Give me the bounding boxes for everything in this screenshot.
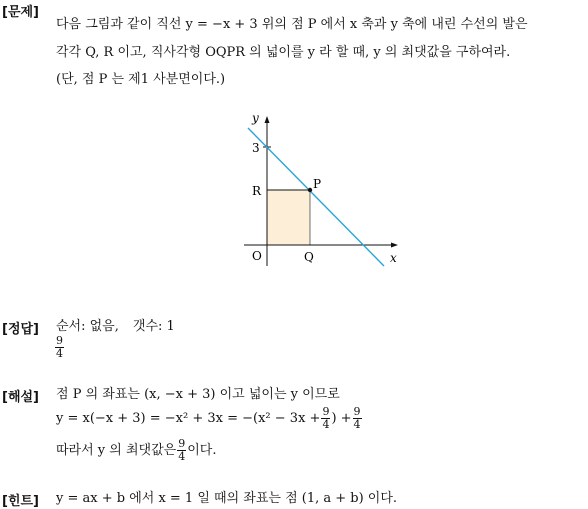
hint-tag: [힌트] <box>2 494 39 509</box>
answer-numerator: 9 <box>56 334 63 347</box>
problem-tag: [문제] <box>2 5 39 20</box>
point-r-label: R <box>252 184 262 198</box>
answer-tag: [정답] <box>2 322 39 337</box>
explanation-frac1-den: 4 <box>322 418 330 431</box>
explanation-frac3-den: 4 <box>178 450 186 463</box>
explanation-line-3 <box>56 438 216 463</box>
y-axis-arrow <box>265 116 270 123</box>
explanation-line-1: 점 P 의 좌표는 (x, −x + 3) 이고 넓이는 y 이므로 <box>56 387 340 402</box>
x-axis-label: x <box>390 251 397 265</box>
rectangle-oqpr <box>267 190 310 245</box>
y-intercept-label: 3 <box>252 141 260 155</box>
problem-line-3: (단, 점 P 는 제1 사분면이다.) <box>56 72 226 87</box>
answer-value <box>54 335 65 360</box>
origin-label: O <box>252 249 262 263</box>
answer-denominator: 4 <box>56 347 63 360</box>
answer-meta <box>56 320 175 333</box>
problem-line-2: 각각 Q, R 이고, 직사각형 OQPR 의 넓이를 y 라 할 때, y 의 최댓값을 구하여라. <box>56 45 511 60</box>
explanation-conclusion-prefix: 따라서 y 의 최댓값은 <box>56 443 177 458</box>
explanation-frac2-num: 9 <box>353 405 361 418</box>
explanation-tag: [해설] <box>2 390 39 405</box>
point-p-label: P <box>313 177 322 191</box>
explanation-line-2 <box>56 406 363 431</box>
explanation-frac1-num: 9 <box>322 405 330 418</box>
explanation-conclusion-suffix: 이다. <box>187 443 217 458</box>
problem-line-1: 다음 그림과 같이 직선 y = −x + 3 위의 점 P 에서 x 축과 y 축에 내린 수선의 발은 <box>56 17 528 32</box>
x-axis-arrow <box>391 243 398 248</box>
hint-text: y = ax + b 에서 x = 1 일 때의 좌표는 점 (1, a + b) 이다. <box>56 491 398 506</box>
explanation-frac2-den: 4 <box>353 418 361 431</box>
explanation-expr-prefix: y = x(−x + 3) = −x² + 3x = −(x² − 3x + <box>56 411 321 426</box>
point-q-label: Q <box>304 250 314 264</box>
y-axis-label: y <box>252 111 259 125</box>
answer-count: 갯수: 1 <box>132 319 175 334</box>
explanation-frac3-num: 9 <box>178 437 186 450</box>
answer-order: 순서: 없음, <box>56 319 119 334</box>
point-p <box>308 188 312 192</box>
coordinate-figure <box>230 108 410 273</box>
explanation-expr-mid: ) + <box>331 411 352 426</box>
